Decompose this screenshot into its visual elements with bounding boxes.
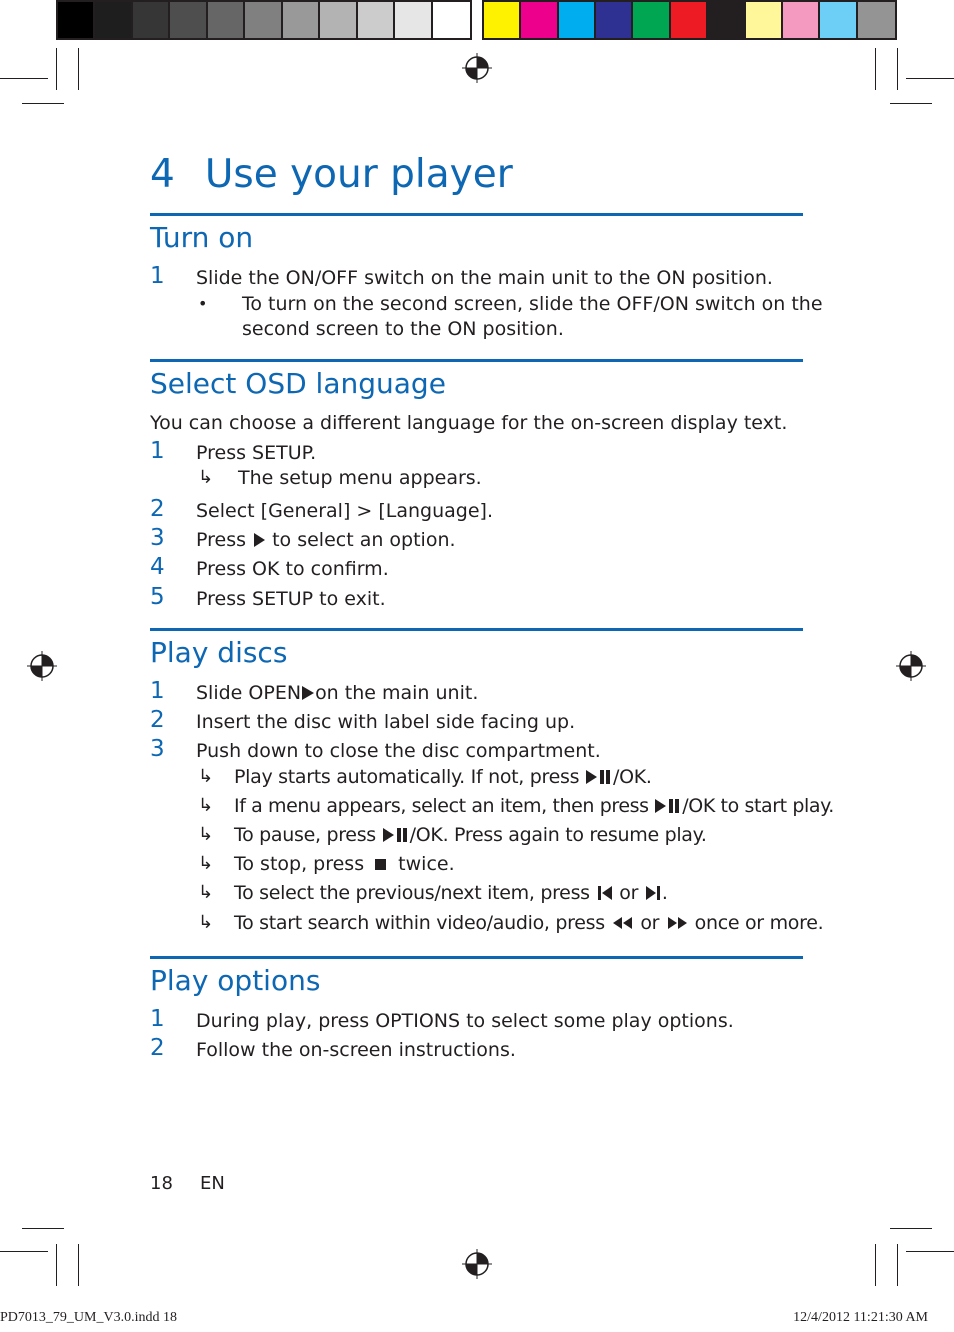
color-swatch <box>858 2 895 38</box>
color-swatch <box>746 2 783 38</box>
step-number: 3 <box>150 736 165 762</box>
section-title-turn-on: Turn on <box>150 221 254 254</box>
color-swatch <box>820 2 857 38</box>
section-title-play-options: Play options <box>150 964 321 997</box>
crop-mark <box>56 1244 57 1286</box>
text: switch on the main unit to the <box>358 267 657 289</box>
keyword: OFF <box>616 293 654 315</box>
eject-slide-icon <box>301 685 315 701</box>
play-pause-icon <box>654 798 682 814</box>
crop-mark <box>897 48 898 90</box>
crop-mark <box>906 1251 954 1252</box>
text: switch on the <box>688 293 823 315</box>
crop-mark <box>56 48 57 90</box>
text: . <box>645 766 652 788</box>
step-text: Push down to close the disc compartment. <box>196 740 601 762</box>
text: Slide the <box>196 267 286 289</box>
play-right-icon <box>252 532 266 548</box>
crop-mark <box>0 1251 48 1252</box>
text: To start search within video/audio, press <box>234 912 611 934</box>
keyword: OPTIONS <box>375 1010 461 1032</box>
step-number: 2 <box>150 1035 165 1061</box>
text: position. <box>685 267 773 289</box>
section-rule <box>150 956 803 959</box>
text: second screen to the <box>242 318 448 340</box>
section-title-play-discs: Play discs <box>150 636 288 669</box>
crop-mark <box>22 1228 64 1229</box>
crop-mark <box>890 1228 932 1229</box>
text: Press <box>196 558 253 580</box>
text: . Press again to resume play. <box>442 824 707 846</box>
step-number: 2 <box>150 707 165 733</box>
slug-file-info: PD7013_79_UM_V3.0.indd 18 <box>0 1310 177 1325</box>
keyword: ON <box>447 318 477 340</box>
color-swatch <box>484 2 521 38</box>
crop-mark <box>0 78 48 79</box>
grayscale-color-bar <box>56 0 472 40</box>
text: . <box>661 882 668 904</box>
color-swatch <box>358 2 395 38</box>
text: / <box>653 293 660 315</box>
text: If a menu appears, select an item, then press <box>234 795 655 817</box>
step-number: 4 <box>150 554 165 580</box>
text: To select the previous/next item, press <box>234 882 596 904</box>
text: / <box>314 267 322 289</box>
text: to select some play options. <box>460 1010 734 1032</box>
chapter-number: 4 <box>150 152 175 197</box>
step-number: 1 <box>150 1006 165 1032</box>
text: once or more. <box>688 912 824 934</box>
keyword: [General] <box>260 500 351 522</box>
bullet-marker: • <box>198 294 208 313</box>
text: to start play. <box>714 795 834 817</box>
process-color-bar <box>482 0 897 40</box>
result-text <box>234 912 823 934</box>
text: Press <box>196 588 253 610</box>
play-pause-icon <box>382 827 410 843</box>
step-text <box>196 500 493 522</box>
result-text <box>234 882 668 904</box>
step-text: Insert the disc with label side facing up. <box>196 711 576 733</box>
crop-mark <box>78 1244 79 1286</box>
text: Press <box>196 442 253 464</box>
result-arrow-icon: ↳ <box>198 882 214 903</box>
step-text <box>196 588 386 610</box>
color-swatch <box>433 2 470 38</box>
bullet-text-continued <box>242 318 564 340</box>
next-icon <box>644 885 662 901</box>
text: Slide <box>196 682 249 704</box>
text: Press <box>196 529 253 551</box>
step-number: 3 <box>150 525 165 551</box>
result-arrow-icon: ↳ <box>198 824 214 845</box>
keyword: OPEN <box>248 682 302 704</box>
result-arrow-icon: ↳ <box>198 795 214 816</box>
text: position. <box>476 318 564 340</box>
color-swatch <box>633 2 670 38</box>
color-swatch <box>208 2 245 38</box>
previous-icon <box>596 885 614 901</box>
color-swatch <box>245 2 282 38</box>
crop-mark <box>875 1244 876 1286</box>
step-text <box>196 558 389 580</box>
crop-mark <box>78 48 79 90</box>
keyword: SETUP <box>252 442 311 464</box>
crop-mark <box>22 103 64 104</box>
step-number: 1 <box>150 438 165 464</box>
result-text <box>234 853 455 875</box>
result-text <box>234 766 652 788</box>
crop-mark <box>897 1244 898 1286</box>
step-text: Follow the on-screen instructions. <box>196 1039 516 1061</box>
keyword: SETUP <box>252 588 314 610</box>
color-swatch <box>320 2 357 38</box>
step-number: 1 <box>150 678 165 704</box>
step-text <box>196 267 773 289</box>
chapter-title: Use your player <box>204 152 513 197</box>
text: To turn on the second screen, slide the <box>242 293 617 315</box>
result-arrow-icon: ↳ <box>198 853 214 874</box>
result-text <box>234 824 707 846</box>
keyword: /OK <box>612 766 646 788</box>
section-intro: You can choose a different language for the on-screen display text. <box>150 412 788 434</box>
keyword: ON <box>656 267 686 289</box>
text: to confirm. <box>279 558 389 580</box>
text: Play starts automatically. If not, press <box>234 766 585 788</box>
section-title-osd: Select OSD language <box>150 367 446 400</box>
registration-mark-icon <box>462 1249 492 1279</box>
keyword: ON <box>659 293 689 315</box>
result-arrow-icon: ↳ <box>198 912 214 933</box>
text: on the main unit. <box>315 682 479 704</box>
keyword: /OK <box>682 795 715 817</box>
keyword: OFF <box>321 267 359 289</box>
result-arrow-icon: ↳ <box>198 766 214 787</box>
color-swatch <box>671 2 708 38</box>
keyword: ON <box>285 267 315 289</box>
text: During play, press <box>196 1010 376 1032</box>
play-pause-icon <box>585 769 613 785</box>
text: twice. <box>392 853 455 875</box>
step-text <box>196 529 456 551</box>
section-rule <box>150 628 803 631</box>
result-text: The setup menu appears. <box>238 467 482 489</box>
registration-mark-icon <box>896 651 926 681</box>
registration-mark-icon <box>462 53 492 83</box>
text: to select an option. <box>266 529 456 551</box>
keyword: [Language] <box>378 500 487 522</box>
step-number: 5 <box>150 584 165 610</box>
section-rule <box>150 213 803 216</box>
step-number: 1 <box>150 263 165 289</box>
text: to exit. <box>313 588 386 610</box>
color-swatch <box>283 2 320 38</box>
bullet-text <box>242 293 823 315</box>
step-text <box>196 1010 734 1032</box>
color-swatch <box>783 2 820 38</box>
slug-timestamp: 12/4/2012 11:21:30 AM <box>793 1310 928 1325</box>
rewind-icon <box>611 915 635 931</box>
result-arrow-icon: ↳ <box>198 467 214 488</box>
color-swatch <box>708 2 745 38</box>
keyword: /OK <box>409 824 443 846</box>
crop-mark <box>906 78 954 79</box>
text: To stop, press <box>234 853 371 875</box>
crop-mark <box>875 48 876 90</box>
text: To pause, press <box>234 824 382 846</box>
step-text <box>196 682 478 704</box>
color-swatch <box>58 2 95 38</box>
color-swatch <box>596 2 633 38</box>
color-swatch <box>559 2 596 38</box>
stop-icon <box>370 856 392 872</box>
chapter-heading <box>150 152 513 197</box>
keyword: OK <box>252 558 280 580</box>
fast-forward-icon <box>665 915 689 931</box>
text: or <box>634 912 665 934</box>
color-swatch <box>133 2 170 38</box>
section-rule <box>150 359 803 362</box>
color-swatch <box>95 2 132 38</box>
text: Select <box>196 500 261 522</box>
step-number: 2 <box>150 496 165 522</box>
result-text <box>234 795 834 817</box>
text: . <box>310 442 317 464</box>
color-swatch <box>170 2 207 38</box>
registration-mark-icon <box>27 651 57 681</box>
step-text <box>196 442 316 464</box>
color-swatch <box>395 2 432 38</box>
text: > <box>350 500 379 522</box>
page-number: 18 <box>150 1173 173 1194</box>
page-language: EN <box>200 1173 225 1194</box>
text: or <box>613 882 644 904</box>
color-swatch <box>521 2 558 38</box>
text: . <box>486 500 493 522</box>
crop-mark <box>890 103 932 104</box>
